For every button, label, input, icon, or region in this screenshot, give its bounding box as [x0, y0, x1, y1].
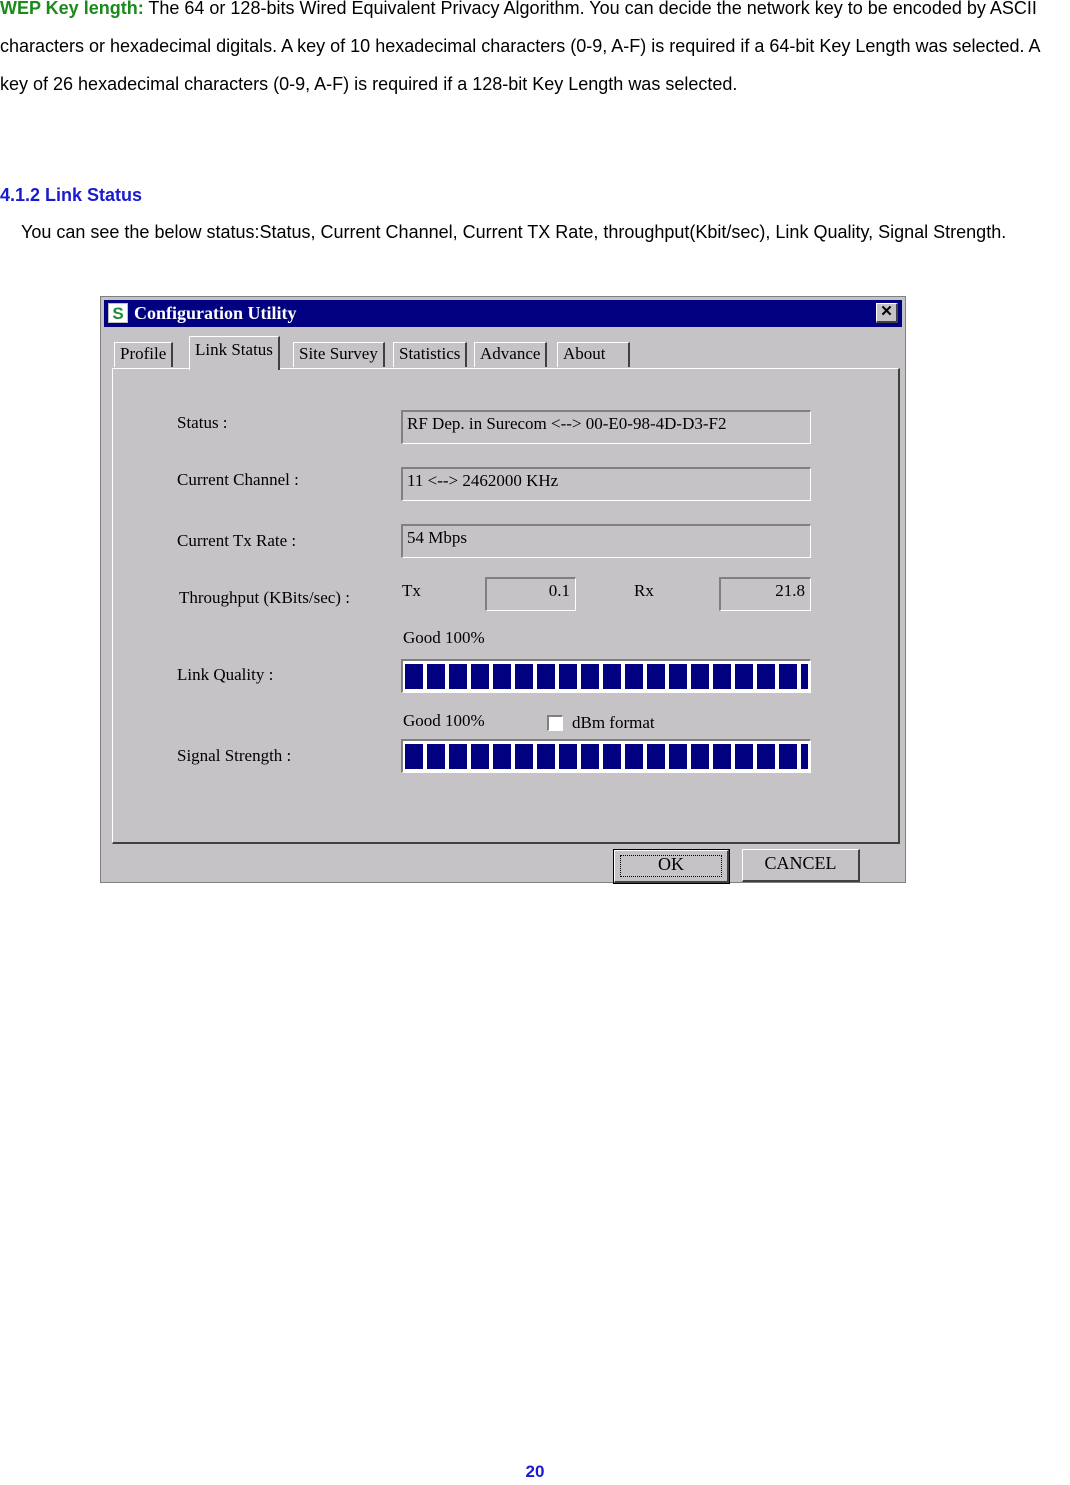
tab-site-survey[interactable]: Site Survey — [293, 342, 385, 367]
tab-about[interactable]: About — [557, 342, 630, 367]
throughput-rx-label: Rx — [634, 581, 654, 600]
cancel-button[interactable] — [742, 849, 860, 882]
link-quality-bar — [401, 659, 811, 693]
window-title: Configuration Utility — [134, 303, 297, 323]
link-status-panel — [112, 368, 900, 844]
section-heading: 4.1.2 Link Status — [0, 185, 143, 205]
status-field: RF Dep. in Surecom <--> 00-E0-98-4D-D3-F2 — [401, 410, 811, 444]
tab-advance[interactable]: Advance — [474, 342, 547, 367]
close-icon: ✕ — [880, 303, 893, 320]
wep-key-length-description: The 64 or 128-bits Wired Equivalent Privacy Algorithm. You can decide the network key to be encoded by ASCII characters or hexadecimal digitals. A key of 10 hexadecimal characters (0-9, A-F) is required if a 64-bit Key Length was selected. A key of 26 hexadecimal characters (0-9, A-F) is required if a 128-bit Key Length was selected. — [0, 0, 1040, 94]
ok-button-label: OK — [658, 854, 684, 874]
current-tx-rate-label: Current Tx Rate : — [177, 531, 297, 550]
wep-key-length-paragraph — [0, 0, 1070, 103]
signal-strength-label: Signal Strength : — [177, 746, 292, 765]
ok-button[interactable] — [614, 850, 729, 883]
wep-key-length-title: WEP Key length: — [0, 0, 144, 18]
tab-link-status[interactable]: Link Status — [189, 336, 280, 370]
dbm-format-checkbox[interactable] — [547, 715, 563, 731]
link-quality-status: Good 100% — [403, 628, 485, 647]
link-quality-label: Link Quality : — [177, 665, 274, 684]
tab-statistics[interactable]: Statistics — [393, 342, 467, 367]
throughput-rx-field: 21.8 — [719, 577, 811, 611]
throughput-label: Throughput (KBits/sec) : — [179, 588, 350, 607]
signal-strength-status: Good 100% — [403, 711, 485, 730]
signal-strength-bar-fill — [405, 744, 808, 769]
dbm-format-label[interactable]: dBm format — [572, 713, 655, 732]
link-status-description: You can see the below status:Status, Current Channel, Current TX Rate, throughput(Kbit/sec), Link Quality, Signal Strength. — [21, 222, 1007, 242]
window-titlebar[interactable] — [104, 300, 902, 327]
current-channel-label: Current Channel : — [177, 470, 299, 489]
current-tx-rate-field: 54 Mbps — [401, 524, 811, 558]
close-button[interactable] — [876, 303, 898, 323]
throughput-tx-label: Tx — [402, 581, 421, 600]
signal-strength-bar — [401, 739, 811, 773]
cancel-button-label: CANCEL — [764, 853, 837, 873]
page-number: 20 — [525, 1462, 545, 1481]
throughput-tx-field: 0.1 — [485, 577, 576, 611]
status-label: Status : — [177, 413, 228, 432]
link-quality-bar-fill — [405, 664, 808, 689]
tab-profile[interactable]: Profile — [114, 342, 173, 367]
current-channel-field: 11 <--> 2462000 KHz — [401, 467, 811, 501]
app-icon: S — [108, 303, 128, 323]
configuration-utility-window — [100, 296, 906, 883]
